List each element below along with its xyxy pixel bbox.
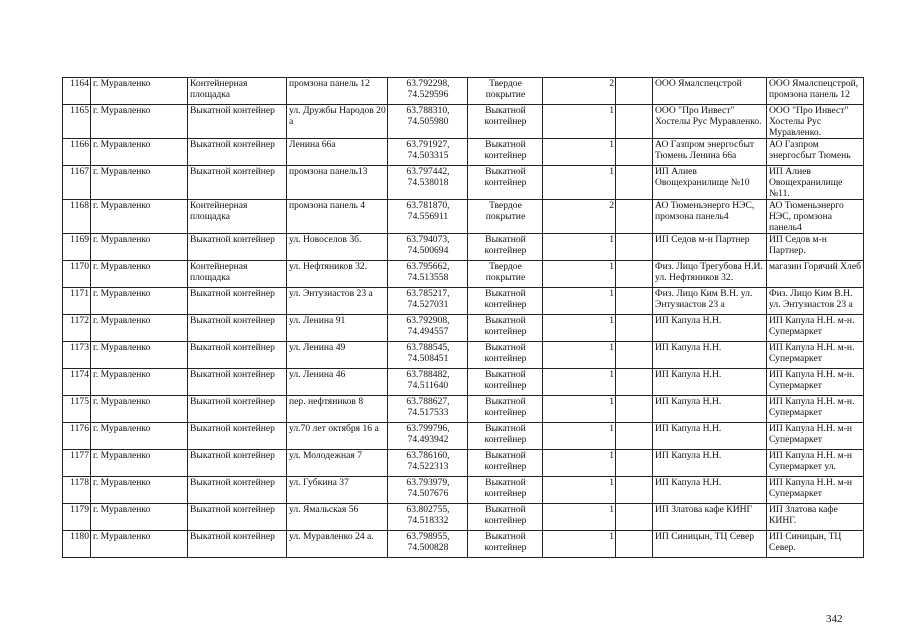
cell-count: 1 bbox=[543, 423, 616, 450]
cell-waste-source: АО Тюменьэнерго НЭС, промзона панель4 bbox=[767, 200, 864, 234]
cell-coordinates: 63.786160, 74.522313 bbox=[388, 450, 468, 477]
cell-number: 1177 bbox=[63, 450, 91, 477]
cell-container-type: Выкатной контейнер bbox=[188, 234, 287, 261]
cell-container-type: Выкатной контейнер bbox=[188, 139, 287, 166]
cell-owner: Физ. Лицо Трегубова Н.И. ул. Нефтяников 32. bbox=[653, 261, 767, 288]
cell-surface: Выкатной контейнер bbox=[468, 315, 543, 342]
cell-owner: ИП Алиев Овощехранилище №10 bbox=[653, 166, 767, 200]
cell-city: г. Муравленко bbox=[91, 139, 188, 166]
cell-container-type: Выкатной контейнер bbox=[188, 450, 287, 477]
cell-city: г. Муравленко bbox=[91, 477, 188, 504]
cell-surface: Выкатной контейнер bbox=[468, 342, 543, 369]
cell-empty bbox=[616, 288, 653, 315]
table-row bbox=[63, 288, 864, 315]
cell-owner: ИП Капула Н.Н. bbox=[653, 342, 767, 369]
cell-waste-source: ИП Седов м-н Партнер. bbox=[767, 234, 864, 261]
cell-container-type: Выкатной контейнер bbox=[188, 105, 287, 139]
cell-owner: ИП Златова кафе КИНГ bbox=[653, 504, 767, 531]
cell-count: 1 bbox=[543, 139, 616, 166]
cell-empty bbox=[616, 504, 653, 531]
cell-coordinates: 63.792298, 74.529596 bbox=[388, 78, 468, 105]
cell-coordinates: 63.788627, 74.517533 bbox=[388, 396, 468, 423]
table-row bbox=[63, 396, 864, 423]
cell-empty bbox=[616, 369, 653, 396]
cell-waste-source: Физ. Лицо Ким В.Н. ул. Энтузиастов 23 а bbox=[767, 288, 864, 315]
cell-empty bbox=[616, 450, 653, 477]
cell-surface: Выкатной контейнер bbox=[468, 166, 543, 200]
cell-waste-source: ИП Капула Н.Н. м-н Супермаркет ул. bbox=[767, 450, 864, 477]
table-row bbox=[63, 450, 864, 477]
cell-number: 1165 bbox=[63, 105, 91, 139]
cell-city: г. Муравленко bbox=[91, 166, 188, 200]
cell-waste-source: ИП Капула Н.Н. м-н. Супермаркет bbox=[767, 369, 864, 396]
cell-coordinates: 63.799796, 74.493942 bbox=[388, 423, 468, 450]
table-row bbox=[63, 261, 864, 288]
table-row bbox=[63, 166, 864, 200]
table-row bbox=[63, 105, 864, 139]
cell-waste-source: ИП Капула Н.Н. м-н. Супермаркет bbox=[767, 342, 864, 369]
cell-container-type: Выкатной контейнер bbox=[188, 477, 287, 504]
cell-coordinates: 63.798955, 74.500828 bbox=[388, 531, 468, 558]
cell-city: г. Муравленко bbox=[91, 504, 188, 531]
container-sites-table bbox=[62, 77, 864, 558]
cell-address: ул.70 лет октября 16 а bbox=[287, 423, 388, 450]
cell-count: 1 bbox=[543, 315, 616, 342]
cell-city: г. Муравленко bbox=[91, 315, 188, 342]
cell-coordinates: 63.791927, 74.503315 bbox=[388, 139, 468, 166]
cell-container-type: Выкатной контейнер bbox=[188, 315, 287, 342]
cell-address: ул. Молодежная 7 bbox=[287, 450, 388, 477]
cell-number: 1173 bbox=[63, 342, 91, 369]
cell-owner: ИП Синицын, ТЦ Север bbox=[653, 531, 767, 558]
cell-address: ул. Энтузиастов 23 а bbox=[287, 288, 388, 315]
cell-empty bbox=[616, 396, 653, 423]
table-row bbox=[63, 315, 864, 342]
cell-number: 1168 bbox=[63, 200, 91, 234]
cell-owner: ИП Капула Н.Н. bbox=[653, 477, 767, 504]
cell-surface: Твердое покрытие bbox=[468, 261, 543, 288]
table-row bbox=[63, 369, 864, 396]
cell-coordinates: 63.793979, 74.507676 bbox=[388, 477, 468, 504]
cell-owner: ИП Капула Н.Н. bbox=[653, 423, 767, 450]
cell-empty bbox=[616, 342, 653, 369]
cell-container-type: Выкатной контейнер bbox=[188, 531, 287, 558]
cell-waste-source: ИП Капула Н.Н. м-н. Супермаркет bbox=[767, 315, 864, 342]
cell-city: г. Муравленко bbox=[91, 369, 188, 396]
cell-waste-source: ИП Алиев Овощехранилище №11. bbox=[767, 166, 864, 200]
cell-coordinates: 63.794073, 74.500694 bbox=[388, 234, 468, 261]
cell-address: ул. Ленина 46 bbox=[287, 369, 388, 396]
table-row bbox=[63, 477, 864, 504]
cell-address: ул. Новоселов 3б. bbox=[287, 234, 388, 261]
cell-empty bbox=[616, 78, 653, 105]
cell-owner: ИП Капула Н.Н. bbox=[653, 369, 767, 396]
cell-number: 1170 bbox=[63, 261, 91, 288]
cell-surface: Выкатной контейнер bbox=[468, 288, 543, 315]
cell-address: Ленина 66а bbox=[287, 139, 388, 166]
cell-coordinates: 63.788482, 74.511640 bbox=[388, 369, 468, 396]
cell-empty bbox=[616, 531, 653, 558]
cell-container-type: Выкатной контейнер bbox=[188, 369, 287, 396]
cell-waste-source: ИП Златова кафе КИНГ. bbox=[767, 504, 864, 531]
cell-surface: Твердое покрытие bbox=[468, 78, 543, 105]
cell-empty bbox=[616, 139, 653, 166]
cell-surface: Выкатной контейнер bbox=[468, 369, 543, 396]
cell-surface: Выкатной контейнер bbox=[468, 450, 543, 477]
cell-owner: АО Тюменьэнерго НЭС, промзона панель4 bbox=[653, 200, 767, 234]
cell-owner: Физ. Лицо Ким В.Н. ул. Энтузиастов 23 а bbox=[653, 288, 767, 315]
cell-number: 1176 bbox=[63, 423, 91, 450]
cell-surface: Выкатной контейнер bbox=[468, 396, 543, 423]
cell-count: 1 bbox=[543, 504, 616, 531]
cell-count: 1 bbox=[543, 531, 616, 558]
cell-container-type: Выкатной контейнер bbox=[188, 504, 287, 531]
cell-waste-source: ИП Капула Н.Н. м-н Супермаркет bbox=[767, 423, 864, 450]
table-row bbox=[63, 234, 864, 261]
cell-surface: Выкатной контейнер bbox=[468, 423, 543, 450]
cell-city: г. Муравленко bbox=[91, 200, 188, 234]
table-body bbox=[63, 78, 864, 558]
cell-waste-source: ИП Капула Н.Н. м-н Супермаркет bbox=[767, 477, 864, 504]
cell-count: 2 bbox=[543, 200, 616, 234]
cell-address: ул. Ямальская 56 bbox=[287, 504, 388, 531]
cell-surface: Выкатной контейнер bbox=[468, 139, 543, 166]
cell-city: г. Муравленко bbox=[91, 342, 188, 369]
cell-address: промзона панель 4 bbox=[287, 200, 388, 234]
cell-container-type: Выкатной контейнер bbox=[188, 423, 287, 450]
cell-surface: Выкатной контейнер bbox=[468, 531, 543, 558]
cell-count: 1 bbox=[543, 105, 616, 139]
cell-waste-source: магазин Горячий Хлеб bbox=[767, 261, 864, 288]
cell-count: 1 bbox=[543, 369, 616, 396]
cell-owner: ИП Капула Н.Н. bbox=[653, 450, 767, 477]
cell-surface: Выкатной контейнер bbox=[468, 504, 543, 531]
cell-count: 1 bbox=[543, 261, 616, 288]
cell-count: 1 bbox=[543, 288, 616, 315]
cell-coordinates: 63.797442, 74.538018 bbox=[388, 166, 468, 200]
cell-number: 1166 bbox=[63, 139, 91, 166]
cell-city: г. Муравленко bbox=[91, 396, 188, 423]
cell-count: 1 bbox=[543, 166, 616, 200]
table-row bbox=[63, 342, 864, 369]
cell-city: г. Муравленко bbox=[91, 531, 188, 558]
cell-number: 1174 bbox=[63, 369, 91, 396]
cell-container-type: Выкатной контейнер bbox=[188, 166, 287, 200]
cell-coordinates: 63.792908, 74.494557 bbox=[388, 315, 468, 342]
cell-city: г. Муравленко bbox=[91, 450, 188, 477]
cell-surface: Твердое покрытие bbox=[468, 200, 543, 234]
table-row bbox=[63, 531, 864, 558]
cell-container-type: Выкатной контейнер bbox=[188, 288, 287, 315]
page-number: 342 bbox=[826, 613, 843, 625]
table-row bbox=[63, 78, 864, 105]
cell-count: 1 bbox=[543, 477, 616, 504]
cell-number: 1171 bbox=[63, 288, 91, 315]
table-row bbox=[63, 139, 864, 166]
cell-owner: АО Газпром энергосбыт Тюмень Ленина 66а bbox=[653, 139, 767, 166]
cell-count: 2 bbox=[543, 78, 616, 105]
cell-city: г. Муравленко bbox=[91, 423, 188, 450]
cell-surface: Выкатной контейнер bbox=[468, 105, 543, 139]
cell-address: пер. нефтяников 8 bbox=[287, 396, 388, 423]
table-row bbox=[63, 504, 864, 531]
cell-count: 1 bbox=[543, 234, 616, 261]
cell-city: г. Муравленко bbox=[91, 288, 188, 315]
cell-container-type: Контейнерная площадка bbox=[188, 200, 287, 234]
cell-empty bbox=[616, 234, 653, 261]
cell-empty bbox=[616, 166, 653, 200]
cell-address: ул. Нефтяников 32. bbox=[287, 261, 388, 288]
cell-surface: Выкатной контейнер bbox=[468, 234, 543, 261]
cell-address: промзона панель13 bbox=[287, 166, 388, 200]
cell-address: промзона панель 12 bbox=[287, 78, 388, 105]
cell-number: 1172 bbox=[63, 315, 91, 342]
cell-city: г. Муравленко bbox=[91, 105, 188, 139]
cell-coordinates: 63.802755, 74.518332 bbox=[388, 504, 468, 531]
cell-empty bbox=[616, 200, 653, 234]
cell-container-type: Выкатной контейнер bbox=[188, 342, 287, 369]
cell-city: г. Муравленко bbox=[91, 234, 188, 261]
cell-container-type: Выкатной контейнер bbox=[188, 396, 287, 423]
cell-address: ул. Ленина 49 bbox=[287, 342, 388, 369]
cell-address: ул. Губкина 37 bbox=[287, 477, 388, 504]
cell-empty bbox=[616, 261, 653, 288]
cell-waste-source: ООО Ямалспецстрой, промзона панель 12 bbox=[767, 78, 864, 105]
table-row bbox=[63, 200, 864, 234]
cell-coordinates: 63.785217, 74.527031 bbox=[388, 288, 468, 315]
cell-number: 1179 bbox=[63, 504, 91, 531]
cell-count: 1 bbox=[543, 396, 616, 423]
cell-city: г. Муравленко bbox=[91, 261, 188, 288]
cell-number: 1180 bbox=[63, 531, 91, 558]
cell-number: 1167 bbox=[63, 166, 91, 200]
cell-coordinates: 63.788545, 74.508451 bbox=[388, 342, 468, 369]
cell-number: 1164 bbox=[63, 78, 91, 105]
cell-coordinates: 63.788310, 74.505980 bbox=[388, 105, 468, 139]
cell-owner: ООО "Про Инвест" Хостелы Рус Муравленко. bbox=[653, 105, 767, 139]
cell-empty bbox=[616, 423, 653, 450]
cell-owner: ИП Седов м-н Партнер bbox=[653, 234, 767, 261]
cell-waste-source: ООО "Про Инвест" Хостелы Рус Муравленко. bbox=[767, 105, 864, 139]
cell-waste-source: АО Газпром энергосбыт Тюмень bbox=[767, 139, 864, 166]
cell-owner: ИП Капула Н.Н. bbox=[653, 396, 767, 423]
cell-waste-source: ИП Капула Н.Н. м-н. Супермаркет bbox=[767, 396, 864, 423]
cell-number: 1178 bbox=[63, 477, 91, 504]
cell-owner: ООО Ямалспецстрой bbox=[653, 78, 767, 105]
cell-waste-source: ИП Синицын, ТЦ Север. bbox=[767, 531, 864, 558]
cell-address: ул. Ленина 91 bbox=[287, 315, 388, 342]
cell-owner: ИП Капула Н.Н. bbox=[653, 315, 767, 342]
cell-coordinates: 63.781870, 74.556911 bbox=[388, 200, 468, 234]
cell-count: 1 bbox=[543, 450, 616, 477]
cell-address: ул. Дружбы Народов 20 а bbox=[287, 105, 388, 139]
cell-count: 1 bbox=[543, 342, 616, 369]
cell-empty bbox=[616, 105, 653, 139]
table-row bbox=[63, 423, 864, 450]
cell-container-type: Контейнерная площадка bbox=[188, 261, 287, 288]
cell-coordinates: 63.795662, 74.513558 bbox=[388, 261, 468, 288]
cell-number: 1175 bbox=[63, 396, 91, 423]
cell-container-type: Контейнерная площадка bbox=[188, 78, 287, 105]
cell-city: г. Муравленко bbox=[91, 78, 188, 105]
cell-address: ул. Муравленко 24 а. bbox=[287, 531, 388, 558]
cell-number: 1169 bbox=[63, 234, 91, 261]
cell-empty bbox=[616, 315, 653, 342]
cell-empty bbox=[616, 477, 653, 504]
cell-surface: Выкатной контейнер bbox=[468, 477, 543, 504]
